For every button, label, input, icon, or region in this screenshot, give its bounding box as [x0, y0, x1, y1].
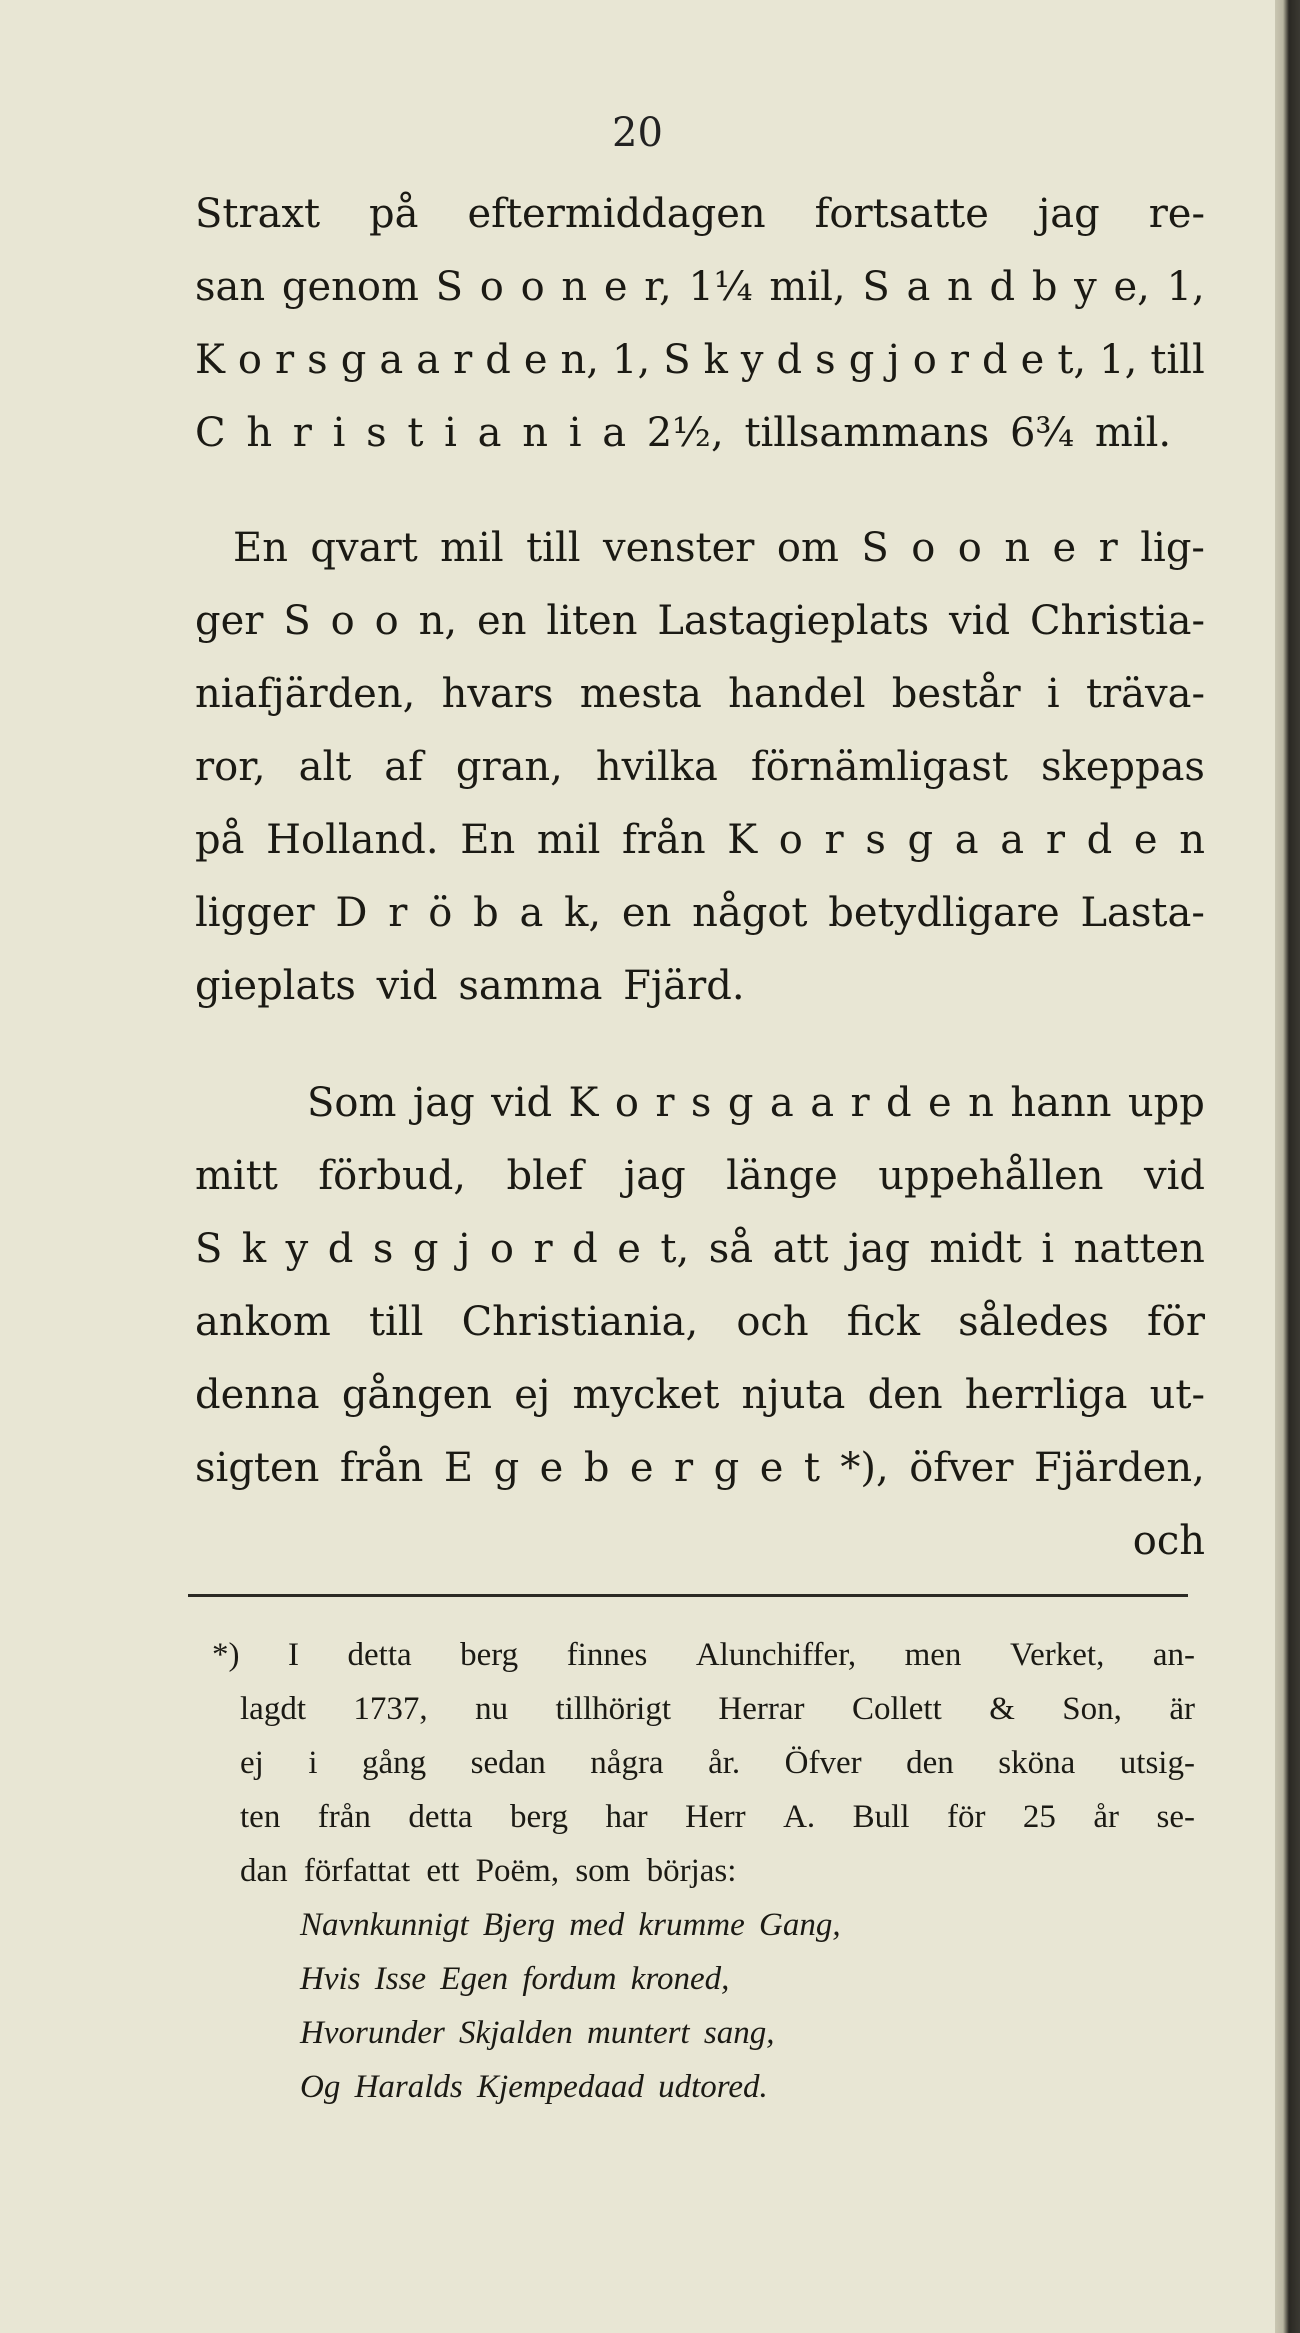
text-line: Straxt på eftermiddagen fortsatte jag re- — [195, 191, 1205, 237]
text-line: denna gången ej mycket njuta den herrliga ut- — [195, 1372, 1205, 1418]
footnote-line: lagdt 1737, nu tillhörigt Herrar Collett & Son, är — [240, 1691, 1195, 1727]
poem-line: Navnkunnigt Bjerg med krumme Gang, — [300, 1907, 841, 1943]
text-line: sigten från E g e b e r g e t *), öfver Fjärden, — [195, 1445, 1205, 1491]
text-line: gieplats vid samma Fjärd. — [195, 963, 745, 1009]
footnote-line: ej i gång sedan några år. Öfver den sköna utsig- — [240, 1745, 1195, 1781]
text-line: En qvart mil till venster om S o o n e r lig- — [233, 525, 1205, 571]
page-number: 20 — [612, 110, 663, 156]
text-line: mitt förbud, blef jag länge uppehållen vid — [195, 1153, 1205, 1199]
text-line: ger S o o n, en liten Lastagieplats vid Christia- — [195, 598, 1205, 644]
text-line: ligger D r ö b a k, en något betydligare Lasta- — [195, 890, 1205, 936]
page-binding-edge — [1275, 0, 1300, 2333]
paragraph-3 — [195, 1067, 1205, 1578]
poem-line: Og Haralds Kjempedaad udtored. — [300, 2069, 768, 2105]
text-line: san genom S o o n e r, 1¼ mil, S a n d b y e, 1, — [195, 264, 1205, 310]
text-line: ankom till Christiania, och fick således för — [195, 1299, 1205, 1345]
paragraph-2 — [195, 512, 1205, 1023]
text-line: ror, alt af gran, hvilka förnämligast skeppas — [195, 744, 1205, 790]
paragraph-1 — [195, 178, 1205, 470]
footnote-line: dan författat ett Poëm, som börjas: — [240, 1853, 737, 1889]
poem — [300, 1898, 841, 2114]
poem-line: Hvis Isse Egen fordum kroned, — [300, 1961, 730, 1997]
text-line: S k y d s g j o r d e t, så att jag midt i natten — [195, 1226, 1205, 1272]
footnote-line: ten från detta berg har Herr A. Bull för 25 år se- — [240, 1799, 1195, 1835]
poem-line: Hvorunder Skjalden muntert sang, — [300, 2015, 775, 2051]
text-line: Som jag vid K o r s g a a r d e n hann upp — [307, 1080, 1205, 1126]
footnote-divider — [188, 1594, 1188, 1597]
main-text — [195, 178, 1205, 1578]
text-line: C h r i s t i a n i a 2½, tillsammans 6¾ mil. — [195, 410, 1172, 456]
text-line: K o r s g a a r d e n, 1, S k y d s g j o r d e t, 1, till — [195, 337, 1205, 383]
footnote — [212, 1628, 1195, 1898]
text-line: niafjärden, hvars mesta handel består i träva- — [195, 671, 1205, 717]
catchword: och — [1132, 1518, 1205, 1564]
text-line: på Holland. En mil från K o r s g a a r d e n — [195, 817, 1205, 863]
footnote-line: *) I detta berg finnes Alunchiffer, men Verket, an- — [212, 1637, 1195, 1673]
